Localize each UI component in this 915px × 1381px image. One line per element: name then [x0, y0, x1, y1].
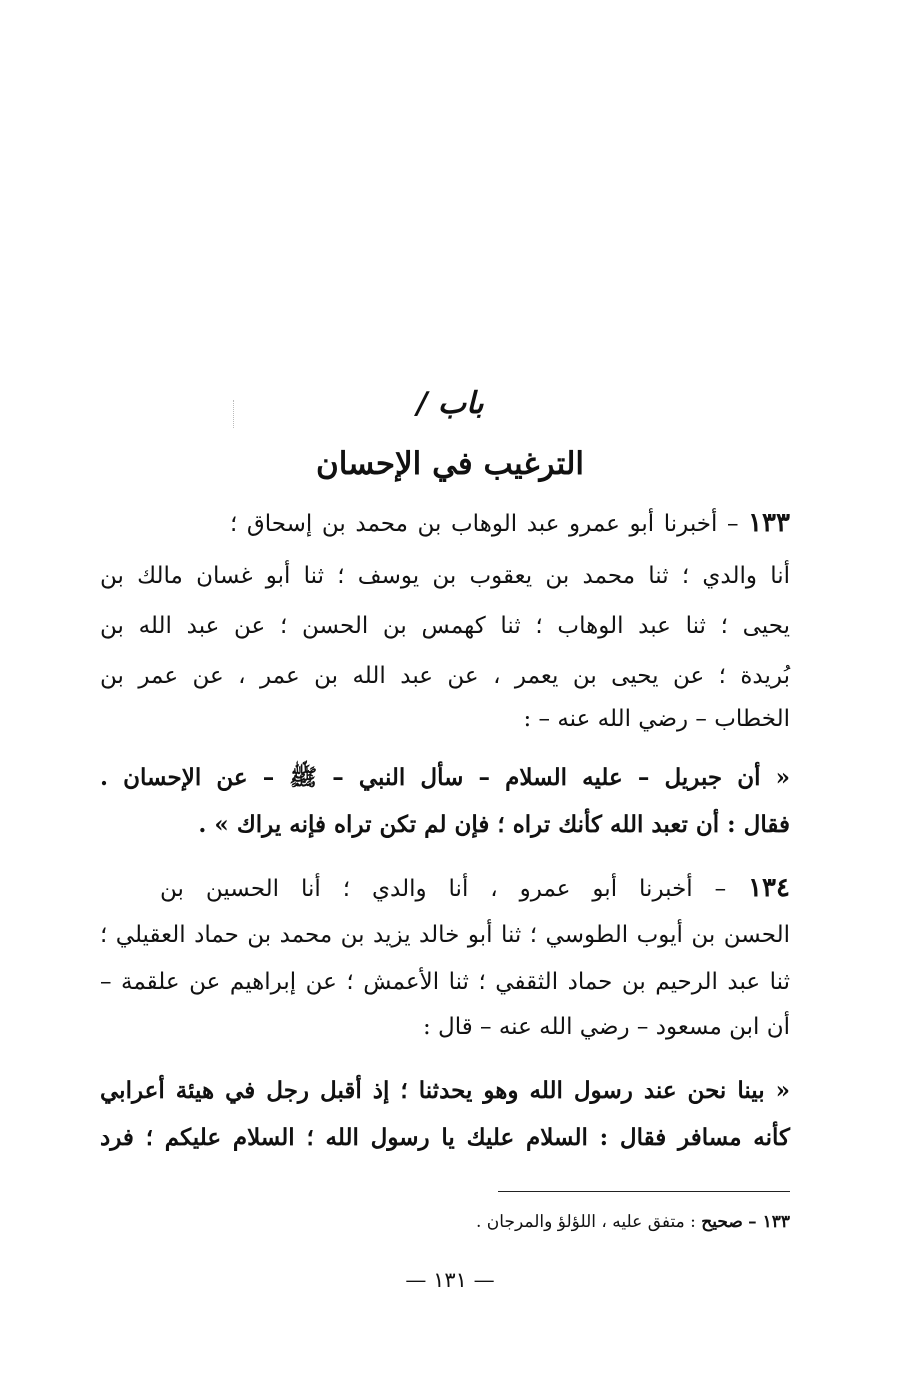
hadith-133-line-2: أنا والدي ؛ ثنا محمد بن يعقوب بن يوسف ؛ ثنا أبو غسان مالك بن — [100, 563, 790, 589]
hadith-133-line-3: يحيى ؛ ثنا عبد الوهاب ؛ ثنا كهمس بن الحسن ؛ عن عبد الله بن — [100, 613, 790, 639]
footnote-text: : متفق عليه ، اللؤلؤ والمرجان . — [476, 1212, 696, 1232]
hadith-133-line-5: الخطاب – رضي الله عنه – : — [523, 706, 790, 732]
footnote-number: ١٣٣ – — [748, 1212, 790, 1232]
hadith-134-matn-line-2: كأنه مسافر فقال : السلام عليك يا رسول الله ؛ السلام عليكم ؛ فرد — [100, 1124, 790, 1151]
footnote — [100, 1212, 790, 1232]
hadith-134-line-4: أن ابن مسعود – رضي الله عنه – قال : — [422, 1014, 790, 1040]
hadith-134-line-3: ثنا عبد الرحيم بن حماد الثقفي ؛ ثنا الأعمش ؛ عن إبراهيم عن علقمة – — [100, 969, 790, 995]
hadith-134-line-2: الحسن بن أيوب الطوسي ؛ ثنا أبو خالد يزيد بن محمد بن حماد العقيلي ؛ — [100, 922, 790, 948]
chapter-title: الترغيب في الإحسان — [315, 446, 585, 482]
hadith-134-text: – أخبرنا أبو عمرو ، أنا والدي ؛ أنا الحسين بن — [160, 876, 727, 902]
footnote-grade: صحيح — [701, 1212, 743, 1232]
hadith-134-matn-line-1: « بينا نحن عند رسول الله وهو يحدثنا ؛ إذ أقبل رجل في هيئة أعرابي — [100, 1077, 790, 1104]
scan-mark — [233, 400, 235, 428]
page-number: — ١٣١ — — [405, 1268, 495, 1292]
hadith-133-matn-line-1: « أن جبريل – عليه السلام – سأل النبي – ﷺ – عن الإحسان . — [100, 764, 790, 791]
hadith-133-number: ١٣٣ — [748, 508, 790, 538]
hadith-133-line-4: بُريدة ؛ عن يحيى بن يعمر ، عن عبد الله بن عمر ، عن عمر بن — [100, 663, 790, 689]
hadith-134-number: ١٣٤ — [748, 873, 790, 903]
hadith-133-text: – أخبرنا أبو عمرو عبد الوهاب بن محمد بن إسحاق ؛ — [230, 511, 739, 537]
hadith-133-line-1 — [230, 508, 790, 538]
hadith-134-line-1 — [160, 873, 790, 903]
footnote-separator — [498, 1191, 790, 1192]
chapter-label: باب / — [416, 386, 484, 421]
hadith-133-matn-line-2: فقال : أن تعبد الله كأنك تراه ؛ فإن لم تكن تراه فإنه يراك » . — [198, 811, 790, 838]
